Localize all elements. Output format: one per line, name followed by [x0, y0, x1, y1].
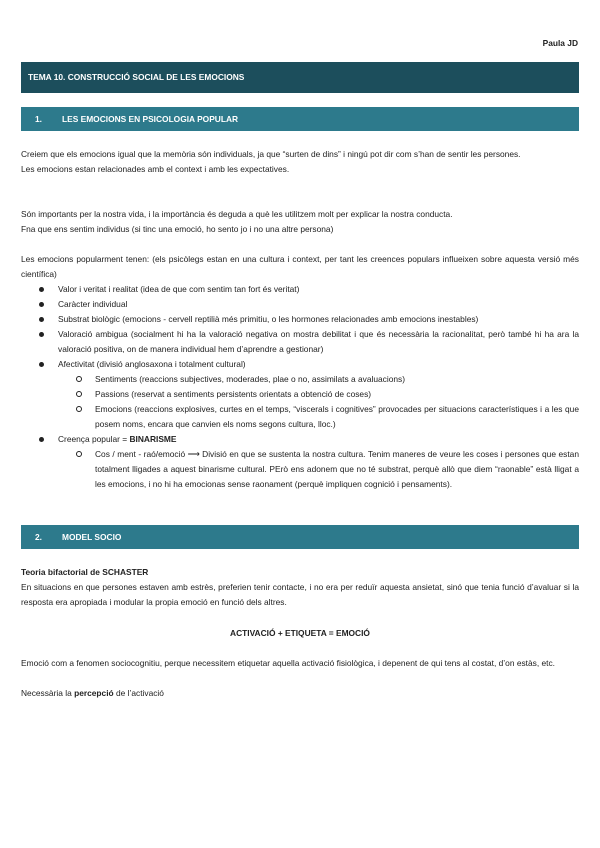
theory-title: Teoria bifactorial de SCHASTER: [21, 567, 149, 577]
list-item: [21, 282, 579, 297]
bullet-icon: [39, 302, 44, 307]
section-2-header: [21, 525, 579, 549]
list-item-text: Afectivitat (divisió anglosaxona i totalment cultural): [58, 359, 246, 369]
circle-bullet-icon: [76, 406, 82, 412]
list-item: [21, 327, 579, 357]
list-item: [21, 432, 579, 492]
sub-list-item: [58, 372, 579, 387]
list-item-text: Substrat biològic (emocions - cervell reptilià més primitiu, o les hormones relacionades amb emocions inestables): [58, 314, 479, 324]
list-item: [21, 357, 579, 432]
perception-prefix: Necessària la: [21, 688, 75, 698]
bullet-icon: [39, 362, 44, 367]
formula: ACTIVACIÓ + ETIQUETA = EMOCIÓ: [230, 628, 370, 638]
sub-list-item-text: Passions (reservat a sentiments persistents orientats a obtenció de coses): [95, 389, 372, 399]
creenca-value: BINARISME: [129, 434, 177, 444]
list-item-text: Valoració ambigua (socialment hi ha la valoració negativa on mostra debilitat i que és necessària la racionalitat, però també hi ha ara la valoració positiva, on de manera individual hem d’aprendre a gestionar): [58, 329, 579, 354]
list-item-text: Valor i veritat i realitat (idea de que com sentim tan fort és veritat): [58, 284, 300, 294]
list-item-text: Caràcter individual: [58, 299, 128, 309]
paragraph-perception: [21, 686, 579, 701]
creenca-sublist: [58, 447, 579, 492]
sub-list-item-text: Cos / ment - raó/emoció ⟶ Divisió en que se sustenta la nostra cultura. Tenim maneres de veure les coses i persones que estan totalment lligades a aquest binarisme cultural. PErò ens adonem que no té substrat, perquè allò que diem “raonable” està lligat a les emocions, i no hi ha emocionas sense raonament (perquè impliquen cognició i pensaments).: [95, 449, 579, 489]
bullet-icon: [39, 437, 44, 442]
sub-list-item: [58, 387, 579, 402]
perception-keyword: percepció: [74, 688, 114, 698]
paragraph-intro-line1: Creiem que els emocions igual que la memòria són individuals, ja que “surten de dins” i ningú pot dir com s’han de sentir les persones.: [21, 149, 521, 159]
sub-list-item: [58, 447, 579, 492]
paragraph-importance: [21, 207, 579, 237]
paragraph-importance-line1: Són importants per la nostra vida, i la importància és deguda a què les utilitzem molt per explicar la nostra conducta.: [21, 209, 453, 219]
afectivitat-sublist: [58, 372, 579, 432]
section-2-title: MODEL SOCIO: [62, 532, 122, 542]
sub-list-item: [58, 402, 579, 432]
list-item: [21, 297, 579, 312]
section-1-header: [21, 107, 579, 131]
bullet-icon: [39, 317, 44, 322]
emotion-features-list: [21, 282, 579, 492]
section-1-number: 1.: [35, 114, 42, 124]
section-1-title: LES EMOCIONS EN PSICOLOGIA POPULAR: [62, 114, 239, 124]
paragraph-intro: [21, 147, 579, 177]
paragraph-intro-line2: Les emocions estan relacionades amb el context i amb les expectatives.: [21, 164, 290, 174]
bullet-icon: [39, 287, 44, 292]
page-title: TEMA 10. CONSTRUCCIÓ SOCIAL DE LES EMOCIONS: [21, 62, 579, 93]
circle-bullet-icon: [76, 376, 82, 382]
paragraph-schachter: En situacions en que persones estaven amb estrès, preferien tenir contacte, i no era per reduïr aquesta ansietat, sinó que tenia funció d’avaluar si la resposta era apropiada i modular la propia emoció en funció dels altres.: [21, 582, 579, 607]
sub-list-item-text: Sentiments (reaccions subjectives, moderades, plae o no, assimilats a avaluacions): [95, 374, 406, 384]
circle-bullet-icon: [76, 391, 82, 397]
author-name: Paula JD: [542, 38, 578, 48]
section-2-number: 2.: [35, 532, 42, 542]
circle-bullet-icon: [76, 451, 82, 457]
sub-list-item-text: Emocions (reaccions explosives, curtes en el temps, “viscerals i cognitives” provocades per situacions característiques i a les que posem noms, encara que canvien els noms segons cultura, lloc.): [95, 404, 579, 429]
list-item: [21, 312, 579, 327]
bullet-icon: [39, 332, 44, 337]
paragraph-importance-line2: Fna que ens sentim individus (si tinc una emoció, ho sento jo i no una altre persona): [21, 224, 334, 234]
paragraph-sociocognitive: Emoció com a fenomen sociocognitiu, perque necessitem etiquetar aquella activació fisiològica, i depenent de qui tens al costat, d’on estàs, etc.: [21, 658, 555, 668]
paragraph-popular: Les emocions popularment tenen: (els psicòlegs estan en una cultura i context, per tant les creences populars influeixen sobre aquesta versió més científica): [21, 254, 579, 279]
perception-suffix: de l’activació: [113, 688, 164, 698]
creenca-label: Creença popular =: [58, 434, 130, 444]
